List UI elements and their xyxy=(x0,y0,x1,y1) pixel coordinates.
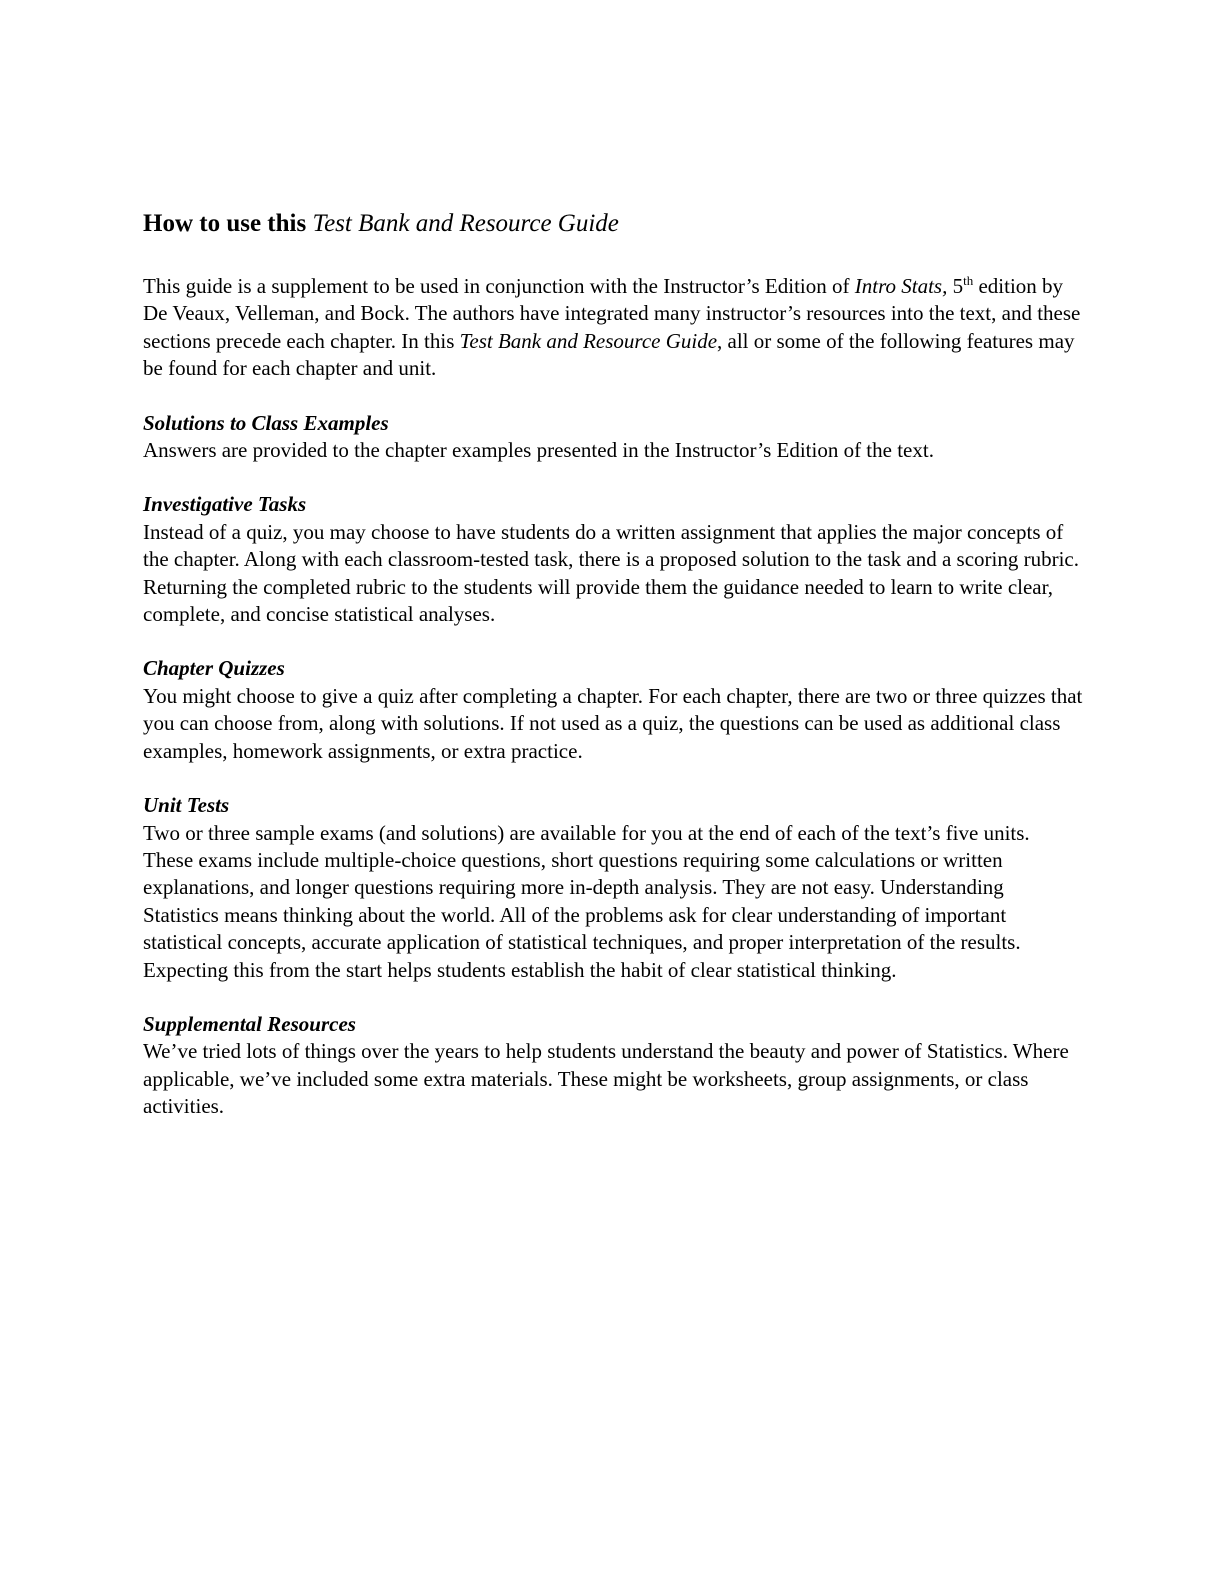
section-investigative-tasks xyxy=(143,491,1083,628)
section-heading: Solutions to Class Examples xyxy=(143,410,389,435)
section-supplemental-resources xyxy=(143,1011,1083,1121)
title-prefix: How to use this xyxy=(143,210,313,237)
section-chapter-quizzes xyxy=(143,655,1083,765)
intro-edition-number: 5 xyxy=(952,274,964,298)
section-heading: Unit Tests xyxy=(143,793,230,818)
section-body: Instead of a quiz, you may choose to have students do a written assignment that applies the major concepts of the chapter. Along with each classroom-tested task, there is a proposed solution to the task and a scoring rubric. Returning the completed rubric to the students will provide them the guidance needed to learn to write clear, complete, and concise statistical analyses. xyxy=(143,519,1080,627)
title-italic: Test Bank and Resource Guide xyxy=(312,210,619,237)
intro-book-title: Intro Stats, xyxy=(854,274,948,298)
section-heading: Supplemental Resources xyxy=(143,1011,356,1036)
section-heading: Investigative Tasks xyxy=(143,492,307,517)
section-unit-tests xyxy=(143,792,1083,984)
section-body: Answers are provided to the chapter examples presented in the Instructor’s Edition of the text. xyxy=(143,438,934,463)
intro-guide-title: Test Bank and Resource Guide xyxy=(459,328,718,353)
intro-paragraph xyxy=(143,273,1083,383)
intro-text-3: edition by De Veaux, Velleman, and Bock. The authors have integrated many instructor’s resources into the text, and these sections precede each chapter. In this xyxy=(143,274,1081,353)
intro-text-4: , all or some of the following features may be found for each chapter and unit. xyxy=(143,328,1075,381)
section-body: You might choose to give a quiz after completing a chapter. For each chapter, there are two or three quizzes that you can choose from, along with solutions. If not used as a quiz, the questions can be used as additional class examples, homework assignments, or extra practice. xyxy=(143,683,1083,763)
intro-text-1: This guide is a supplement to be used in conjunction with the Instructor’s Edition of xyxy=(143,274,855,298)
document-page xyxy=(143,207,1083,1148)
section-heading: Chapter Quizzes xyxy=(143,656,285,681)
intro-edition-suffix: th xyxy=(963,273,974,288)
page-title xyxy=(143,207,1083,241)
section-solutions-to-class-examples xyxy=(143,410,1083,465)
section-body: We’ve tried lots of things over the years to help students understand the beauty and power of Statistics. Where applicable, we’ve included some extra materials. These might be worksheets, group assignments, or class activities. xyxy=(143,1039,1069,1119)
section-body: Two or three sample exams (and solutions) are available for you at the end of each of the text’s five units. These exams include multiple-choice questions, short questions requiring some calculations or written explanations, and longer questions requiring more in-depth analysis. They are not easy. Understanding Statistics means thinking about the world. All of the problems ask for clear understanding of important statistical concepts, accurate application of statistical techniques, and proper interpretation of the results. Expecting this from the start helps students establish the habit of clear statistical thinking. xyxy=(143,820,1030,982)
